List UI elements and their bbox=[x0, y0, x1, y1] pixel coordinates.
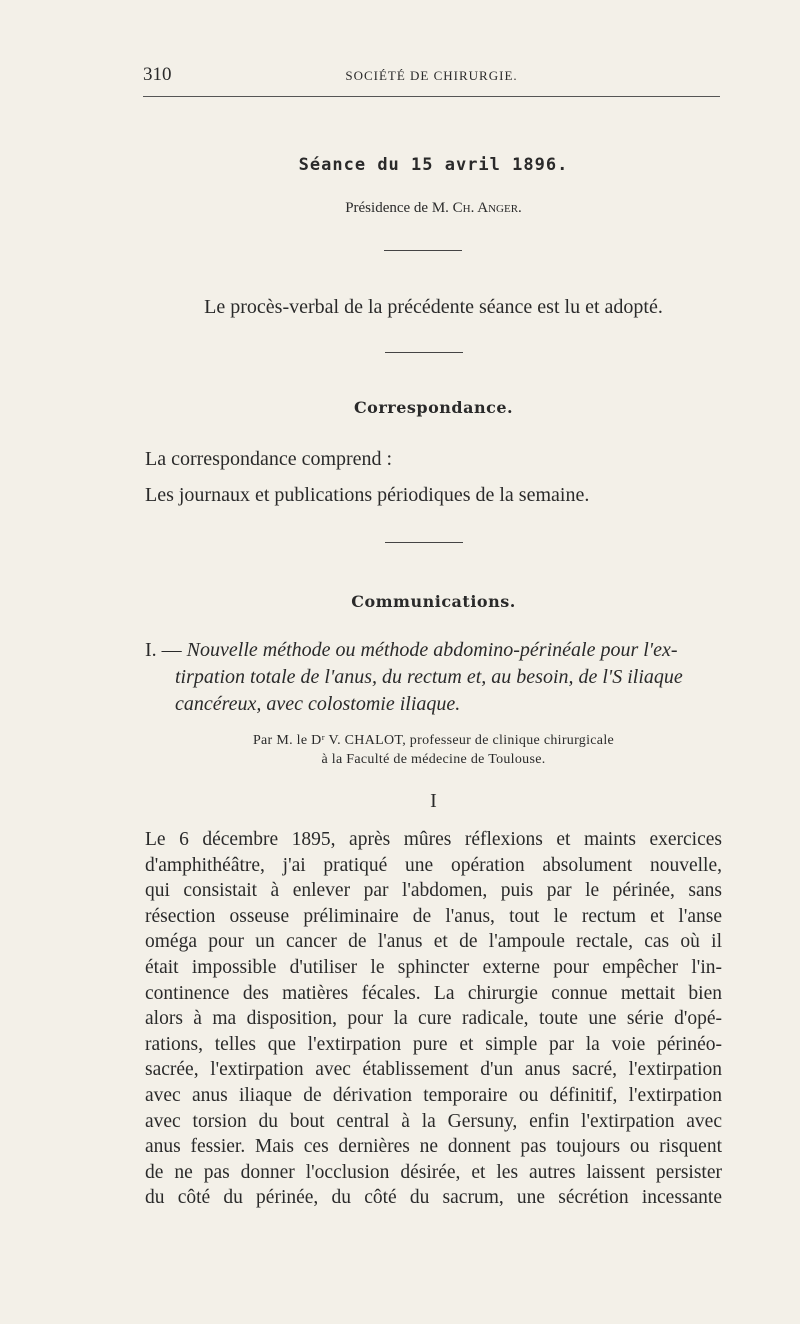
body-paragraph bbox=[145, 827, 722, 1211]
running-head: SOCIÉTÉ DE CHIRURGIE. bbox=[345, 68, 518, 83]
communications-heading: Communications. bbox=[351, 592, 516, 611]
body-line: oméga pour un cancer de l'anus et de l'ampoule rectale, cas où il bbox=[145, 931, 722, 953]
body-line: d'amphithéâtre, j'ai pratiqué une opération absolument nouvelle, bbox=[145, 854, 722, 876]
seance-title: Séance du 15 avril 1896. bbox=[298, 155, 569, 175]
body-line: anus fessier. Mais ces dernières ne donnent pas toujours ou risquent bbox=[145, 1136, 722, 1158]
presidence-prefix: Présidence de M. bbox=[345, 200, 453, 216]
body-line: de ne pas donner l'occlusion désirée, et les autres laissent persister bbox=[145, 1161, 722, 1183]
author-block bbox=[145, 731, 722, 769]
body-line: était impossible d'utiliser le sphincter externe pour empêcher l'in- bbox=[145, 956, 722, 978]
body-line: du côté du périnée, du côté du sacrum, une sécrétion incessante bbox=[145, 1187, 722, 1209]
correspondance-line-1: La correspondance comprend : bbox=[145, 448, 393, 470]
body-line: avec torsion du bout central à la Gersuny, enfin l'extirpation avec bbox=[145, 1110, 722, 1132]
section-number: I bbox=[430, 790, 437, 812]
communication-title-line-2: tirpation totale de l'anus, du rectum et, au besoin, de l'S iliaque bbox=[175, 666, 683, 688]
communication-number: I. — bbox=[145, 639, 187, 661]
divider bbox=[385, 542, 463, 543]
body-line: sacrée, l'extirpation avec établissement d'un anus sacré, l'extirpation bbox=[145, 1059, 722, 1081]
body-line: qui consistait à enlever par l'abdomen, puis par le périnée, sans bbox=[145, 880, 722, 902]
page-header bbox=[143, 62, 720, 97]
communication-title bbox=[145, 637, 722, 718]
author-line-2: à la Faculté de médecine de Toulouse. bbox=[321, 752, 546, 767]
communication-title-line-1: Nouvelle méthode ou méthode abdomino-périnéale pour l'ex- bbox=[186, 639, 678, 661]
presidence-line bbox=[145, 200, 722, 217]
correspondance-heading: Correspondance. bbox=[353, 398, 514, 417]
author-line-1: Par M. le Dʳ V. CHALOT, professeur de clinique chirurgicale bbox=[252, 733, 615, 748]
page-number: 310 bbox=[143, 64, 172, 85]
body-line: continence des matières fécales. La chirurgie connue mettait bien bbox=[145, 982, 722, 1004]
communication-title-line-3: cancéreux, avec colostomie iliaque. bbox=[175, 693, 461, 715]
proces-verbal: Le procès-verbal de la précédente séance est lu et adopté. bbox=[204, 296, 663, 318]
divider bbox=[385, 352, 463, 353]
body-line: Le 6 décembre 1895, après mûres réflexions et maints exercices bbox=[145, 829, 722, 850]
divider bbox=[384, 250, 462, 251]
presidence-name: Ch. Anger. bbox=[452, 200, 522, 216]
body-line: rations, telles que l'extirpation pure et simple par la voie périnéo- bbox=[145, 1033, 722, 1055]
body-line: alors à ma disposition, pour la cure radicale, toute une série d'opé- bbox=[145, 1008, 722, 1030]
correspondance-line-2: Les journaux et publications périodiques de la semaine. bbox=[145, 484, 590, 506]
body-line: avec anus iliaque de dérivation temporaire ou définitif, l'extirpation bbox=[145, 1084, 722, 1106]
body-line: résection osseuse préliminaire de l'anus, tout le rectum et l'anse bbox=[145, 905, 722, 927]
